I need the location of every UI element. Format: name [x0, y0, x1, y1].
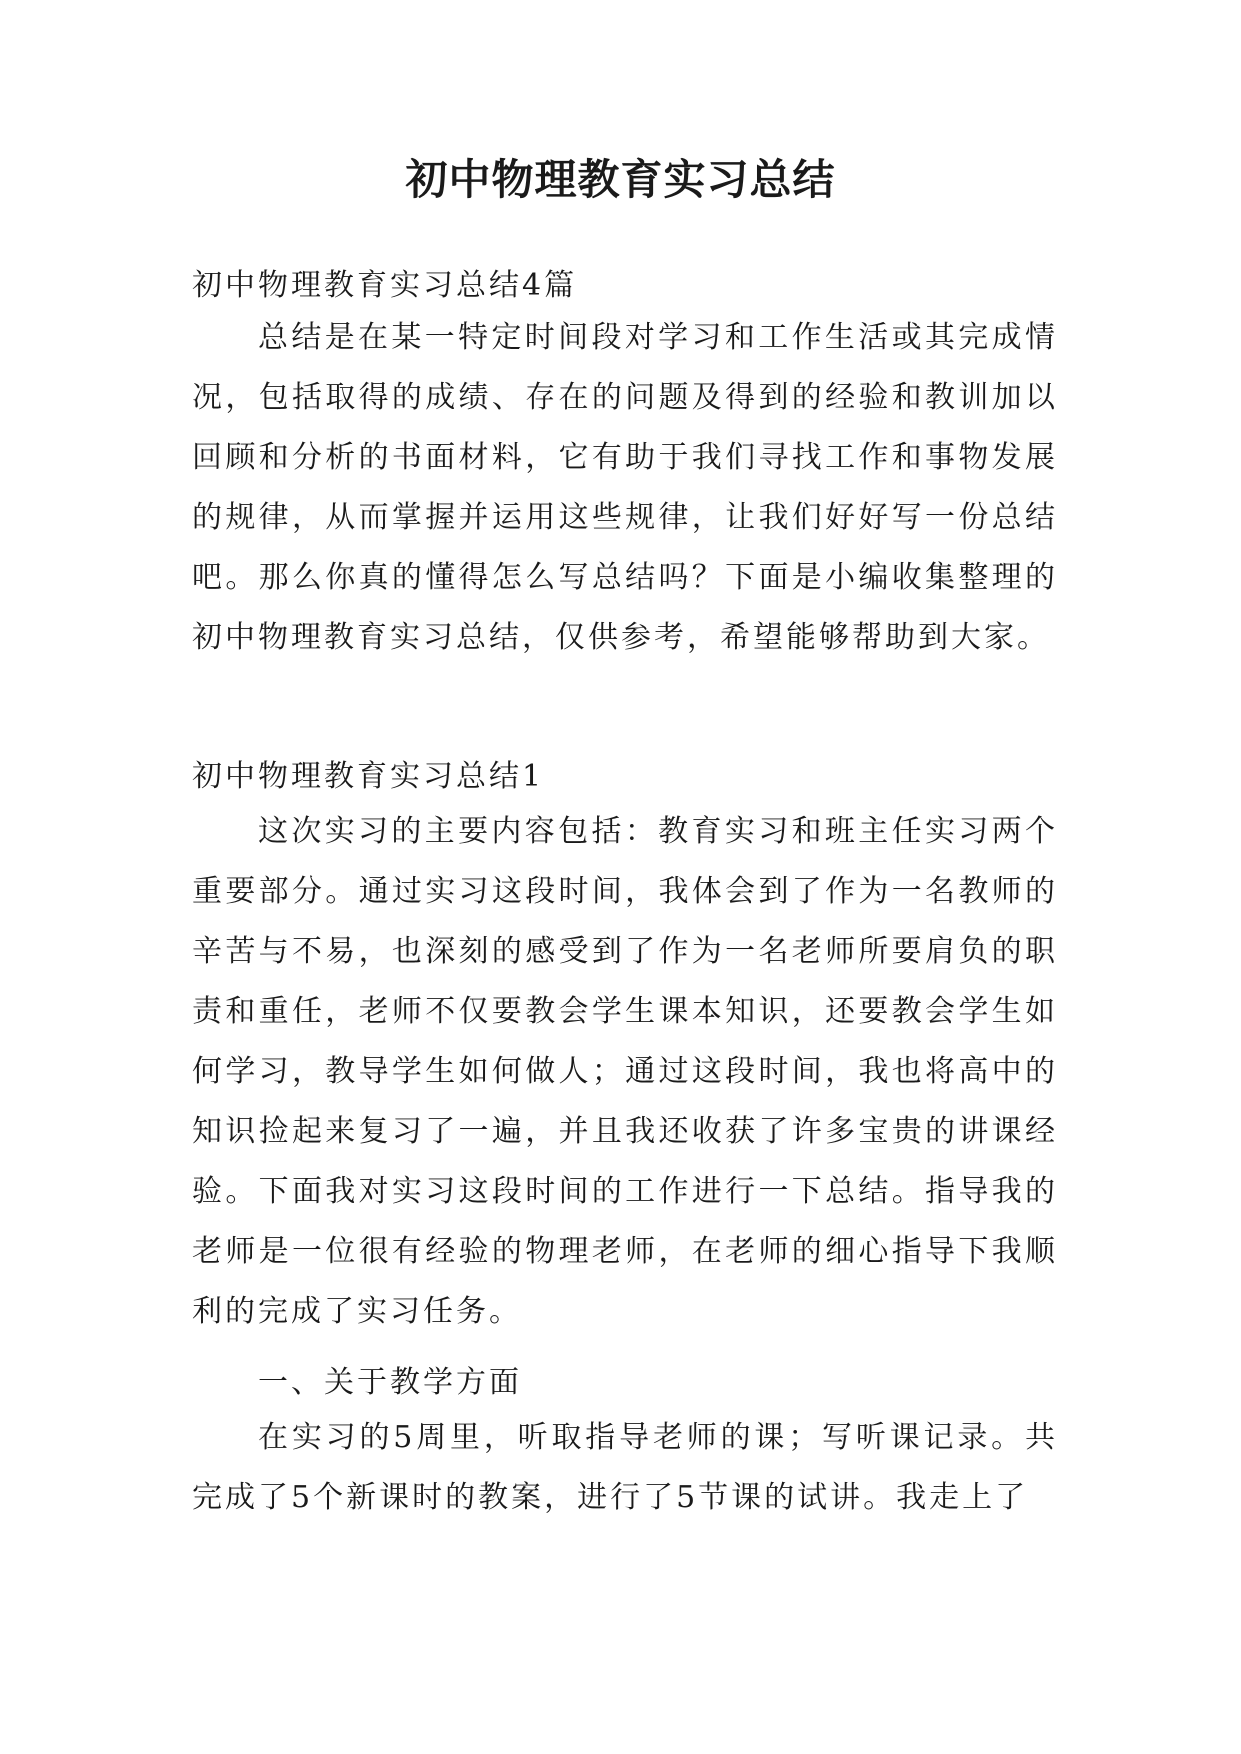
section-heading-1: 初中物理教育实习总结1	[192, 759, 545, 794]
intro-paragraph: 总结是在某一特定时间段对学习和工作生活或其完成情况，包括取得的成绩、存在的问题及得到的经验和教训加以回顾和分析的书面材料，它有助于我们寻找工作和事物发展的规律，从而掌握并运用这些规律，让我们好好写一份总结吧。那么你真的懂得怎么写总结吗？下面是小编收集整理的初中物理教育实习总结，仅供参考，希望能够帮助到大家。	[192, 320, 1058, 655]
section-1-paragraph: 这次实习的主要内容包括：教育实习和班主任实习两个重要部分。通过实习这段时间，我体会到了作为一名教师的辛苦与不易，也深刻的感受到了作为一名老师所要肩负的职责和重任，老师不仅要教会学生课本知识，还要教会学生如何学习，教导学生如何做人；通过这段时间，我也将高中的知识捡起来复习了一遍，并且我还收获了许多宝贵的讲课经验。下面我对实习这段时间的工作进行一下总结。指导我的老师是一位很有经验的物理老师，在老师的细心指导下我顺利的完成了实习任务。	[192, 814, 1058, 1329]
subsection-title-teaching: 一、关于教学方面	[258, 1365, 522, 1400]
series-heading: 初中物理教育实习总结4篇	[192, 268, 578, 303]
subsection-teaching-paragraph: 在实习的5周里，听取指导老师的课；写听课记录。共完成了5个新课时的教案，进行了5节课的试讲。我走上了	[192, 1420, 1058, 1515]
document-title: 初中物理教育实习总结	[405, 155, 836, 204]
